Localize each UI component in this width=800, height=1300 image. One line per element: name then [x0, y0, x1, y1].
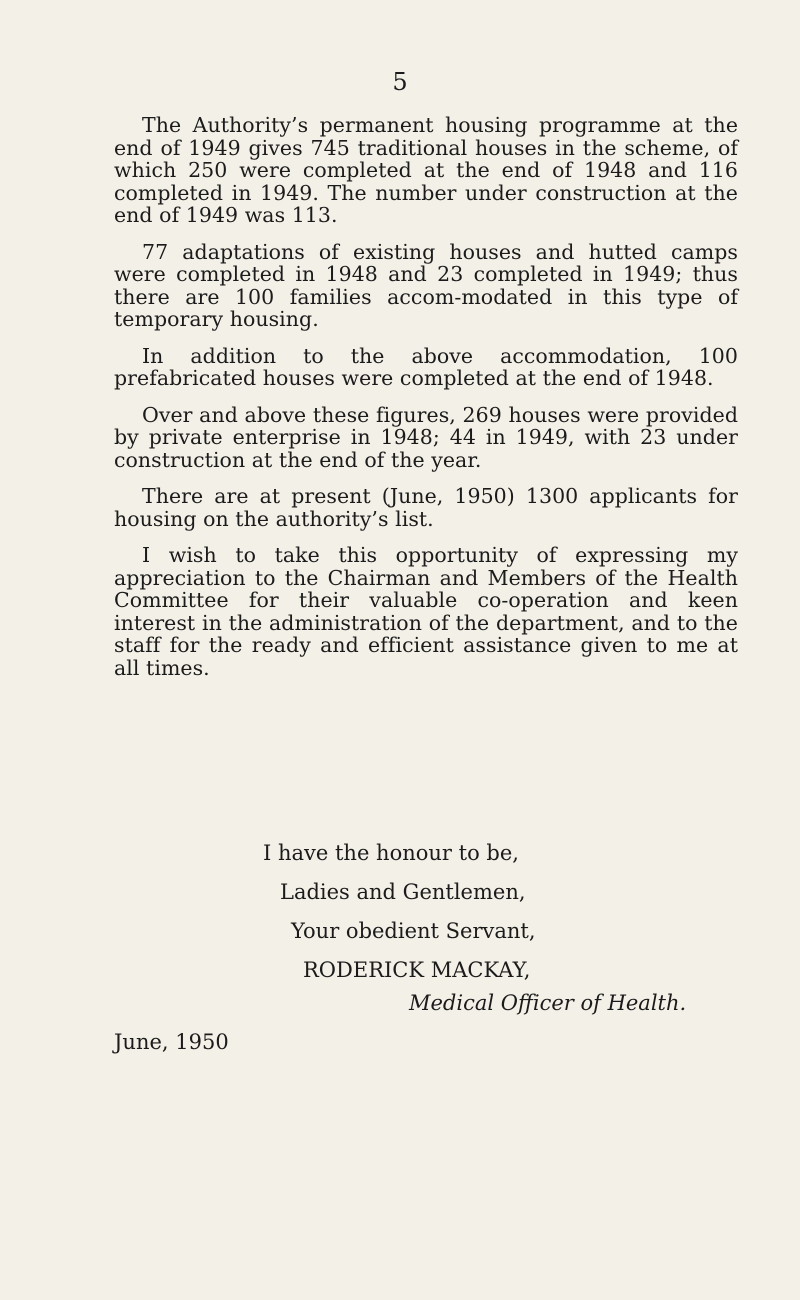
signatory-name: RODERICK MACKAY,	[303, 958, 531, 982]
letter-date: June, 1950	[114, 1030, 229, 1054]
closing-salutation: Ladies and Gentlemen,	[280, 880, 526, 904]
paragraph-prefabricated-houses: In addition to the above accommodation, 100 prefabricated houses were completed at the end of 1948.	[114, 343, 738, 390]
paragraph-applicants: There are at present (June, 1950) 1300 applicants for housing on the authority’s list.	[114, 484, 738, 531]
paragraph-private-enterprise: Over and above these figures, 269 houses were provided by private enterprise in 1948; 44 in 1949, with 23 under construction at the end of the year.	[114, 402, 738, 472]
closing-honour: I have the honour to be,	[263, 841, 519, 865]
letter-body	[114, 114, 738, 693]
signatory-title: Medical Officer of Health.	[409, 991, 687, 1015]
closing-servant: Your obedient Servant,	[291, 919, 536, 943]
paragraph-appreciation: I wish to take this opportunity of expressing my appreciation to the Chairman and Members of the Health Committee for their valuable co-operation and keen interest in the administration of the department, and to the staff for the ready and efficient assistance given to me at all times.	[114, 543, 738, 680]
closing-block	[263, 842, 738, 1014]
page-number: 5	[392, 68, 408, 96]
paragraph-adaptations: 77 adaptations of existing houses and hutted camps were completed in 1948 and 23 completed in 1949; thus there are 100 families accom-modated in this type of temporary housing.	[114, 239, 738, 331]
paragraph-housing-programme: The Authority’s permanent housing programme at the end of 1949 gives 745 traditional houses in the scheme, of which 250 were completed at the end of 1948 and 116 completed in 1949. The number under construction at the end of 1949 was 113.	[114, 113, 738, 227]
